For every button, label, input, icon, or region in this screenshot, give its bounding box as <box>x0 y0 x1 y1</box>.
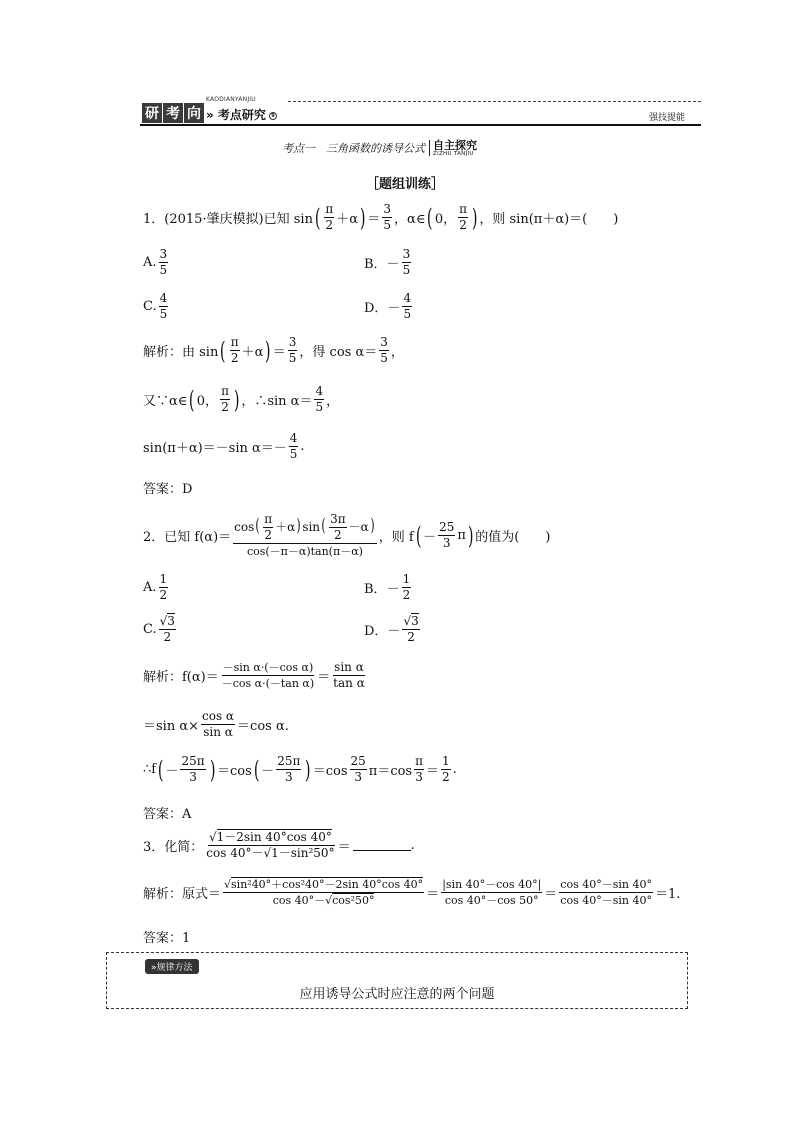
frac-sin-tan: $\frac{\text{sin α}}{\text{tan α}}$ <box>333 660 365 690</box>
frac-3-5: $\frac{3}{5}$ <box>159 247 168 277</box>
frac-cos-sin: $\frac{\text{cos α}}{\text{sin α}}$ <box>202 709 235 739</box>
frac-4-5: $\frac{4}{5}$ <box>159 291 168 321</box>
q3-sol-frac-2: $\frac{|\sin 40^\circ-\cos 40^\circ|}{\cos 40^\circ-\cos 50^\circ}$ <box>442 878 542 907</box>
method-tag: »规律方法 <box>145 959 199 974</box>
header-solid-rule <box>140 124 701 126</box>
section-tag <box>433 140 477 157</box>
section-heading <box>282 140 477 157</box>
q2-pre: 2．已知 f(α)＝ <box>143 530 232 545</box>
q2-option-a[interactable] <box>143 573 170 602</box>
frac-3-5: $\frac{3}{5}$ <box>380 335 388 365</box>
frac-pi-2: $\frac{\pi}{2}$ <box>325 202 334 232</box>
q2-option-c[interactable] <box>143 615 178 644</box>
q2-stem: 2．已知 f(α)＝ cos( $\frac{\pi}{2}$ ＋α)sin( $\frac{3\pi}{2}$ －α) cos(－π－α)tan(π－α) ，则 f ( － $\frac{25}{3}$ π ) 的值为( ) <box>143 512 551 558</box>
frac-4-5: $\frac{4}{5}$ <box>315 384 324 414</box>
q1-solution-1: 解析：由 sin ( $\frac{\pi}{2}$ ＋α ) ＝ $\frac{3}{5}$ ，得 cos α＝ $\frac{3}{5}$ ， <box>143 335 404 365</box>
q1-solution-3: sin(π＋α)＝－sin α＝－ $\frac{4}{5}$ . <box>143 431 305 461</box>
paren-left-icon: ( <box>415 521 422 550</box>
q1-answer: 答案：D <box>143 482 193 497</box>
option-label: B．－ <box>364 257 400 272</box>
section-tag-main: 自主探究 <box>433 139 477 152</box>
solution-text: ＝sin α× <box>143 719 200 734</box>
option-label: A. <box>143 255 157 270</box>
frac-4-5: $\frac{4}{5}$ <box>289 431 298 461</box>
solution-text: ∴f <box>143 762 157 777</box>
solution-label: 解析：原式＝ <box>143 887 222 902</box>
solution-text: ，得 cos α＝ <box>299 345 378 360</box>
q2-then-post: 的值为( ) <box>475 530 551 545</box>
frac-pi-2: $\frac{\pi}{2}$ <box>221 384 229 414</box>
frac-neg: $\frac{\text{－sin α·(－cos α)}}{\text{－cos α·(－tan α)}}$ <box>221 661 315 690</box>
header-right-label: 强技提能 <box>648 113 685 123</box>
method-text: 应用诱导公式时应注意的两个问题 <box>299 987 495 1002</box>
q3-fraction: $\frac{√1-2\sin 40^\circ\cos 40^\circ}{\text{cos 40°－√1－sin²50°}}$ <box>206 830 335 860</box>
section-title: 考点一 三角函数的诱导公式 <box>282 142 425 155</box>
q2-solution-3: ∴f ( － $\frac{25\pi}{3}$ ) ＝cos ( － $\frac{25\pi}{3}$ ) ＝cos $\frac{25}{3}$ π＝cos $\frac{\pi}{3}$ ＝ $\frac{1}{2}$ . <box>143 754 457 784</box>
frac-25-3: $\frac{25}{3}$ <box>439 520 455 550</box>
frac-3-5: $\frac{3}{5}$ <box>383 202 392 232</box>
method-box <box>106 952 688 1009</box>
paren-right-icon: ) <box>359 203 366 232</box>
section-tag-pinyin: ZIZHU TANJIU <box>433 151 474 157</box>
paren-left-icon: ( <box>189 385 195 414</box>
solution-text: ＝cos α. <box>237 719 289 734</box>
option-label: A. <box>143 580 157 595</box>
frac-1-2: $\frac{1}{2}$ <box>159 572 168 602</box>
header-pinyin: KAODIANYANJIU <box>206 96 256 103</box>
frac-3-5: $\frac{3}{5}$ <box>288 335 297 365</box>
frac-sqrt3-2: $\frac{√3}{2}$ <box>403 614 419 644</box>
circle-mark-icon: 9 <box>269 112 277 120</box>
q3-stem: 3．化简： $\frac{√1-2\sin 40^\circ\cos 40^\circ}{\text{cos 40°－√1－sin²50°}}$ ＝ . <box>143 830 415 860</box>
header-title-text: » 考点研究 <box>206 108 266 122</box>
tab-char: 向 <box>184 103 204 123</box>
q1-option-c[interactable] <box>143 292 170 321</box>
option-label: C. <box>143 299 157 314</box>
q1-then: ，则 sin(π＋α)＝( ) <box>479 212 619 227</box>
q1-pre: 1．(2015·肇庆模拟)已知 sin <box>143 212 313 227</box>
option-label: D．－ <box>364 301 401 316</box>
group-title: ［题组训练］ <box>366 177 445 192</box>
q1-option-b[interactable] <box>364 248 413 277</box>
q1-option-a[interactable] <box>143 248 170 277</box>
answer-blank <box>353 841 411 851</box>
q3-answer: 答案：1 <box>143 931 191 946</box>
paren-right-icon: ) <box>471 203 478 232</box>
option-label: C. <box>143 622 157 637</box>
header-dashed-rule <box>288 101 701 102</box>
q2-option-d[interactable] <box>364 615 422 644</box>
tab-char: 考 <box>163 103 183 123</box>
q2-big-fraction: cos( $\frac{\pi}{2}$ ＋α)sin( $\frac{3\pi}{2}$ －α) cos(－π－α)tan(π－α) <box>233 513 377 558</box>
q1-solution-2: 又∵α∈ ( 0， $\frac{\pi}{2}$ ) ，∴sin α＝ $\frac{4}{5}$ ， <box>143 384 340 414</box>
frac-1-2: $\frac{1}{2}$ <box>402 572 411 602</box>
page-header <box>140 96 701 126</box>
solution-text: 又∵α∈ <box>143 394 188 409</box>
q3-pre: 3．化简： <box>143 840 204 855</box>
solution-text: sin(π＋α)＝－sin α＝－ <box>143 441 287 456</box>
option-label: B．－ <box>364 582 400 597</box>
paren-right-icon: ) <box>233 385 240 414</box>
frac-4-5: $\frac{4}{5}$ <box>403 291 412 321</box>
q2-answer: 答案：A <box>143 807 192 822</box>
q2-solution-2 <box>143 710 289 739</box>
section-divider <box>429 140 430 156</box>
header-tab <box>142 103 205 123</box>
q1-option-d[interactable] <box>364 292 414 321</box>
header-title <box>206 106 277 123</box>
paren-left-icon: ( <box>220 336 226 365</box>
q2-option-b[interactable] <box>364 573 413 602</box>
frac-3-5: $\frac{3}{5}$ <box>402 247 411 277</box>
paren-left-icon: ( <box>427 203 433 232</box>
paren-right-icon: ) <box>265 336 271 365</box>
solution-text: ，∴sin α＝ <box>241 394 313 409</box>
q2-solution-1: 解析：f(α)＝ $\frac{\text{－sin α·(－cos α)}}{\text{－cos α·(－tan α)}}$ ＝ $\frac{\text{sin α}}{\text{tan α}}$ <box>143 660 365 690</box>
solution-label: 解析：f(α)＝ <box>143 670 219 685</box>
q1-alpha-in: ，α∈ <box>394 212 426 227</box>
q3-sol-frac-1: $\frac{\text{√sin²40°＋cos²40°－2sin 40°cos 40°}}{\text{cos 40°－√cos²50°}}$ <box>224 878 424 907</box>
frac-pi-2: $\frac{\pi}{2}$ <box>230 335 239 365</box>
solution-label: 解析：由 sin <box>143 345 219 360</box>
q3-sol-frac-3: $\frac{\cos 40^\circ-\sin 40^\circ}{\cos 40^\circ-\sin 40^\circ}$ <box>560 878 652 907</box>
frac-pi-2: $\frac{\pi}{2}$ <box>459 202 467 232</box>
paren-left-icon: ( <box>314 203 321 232</box>
tab-char: 研 <box>142 103 162 123</box>
q2-then: ，则 f <box>378 530 414 545</box>
frac-sqrt3-2: $\frac{√3}{2}$ <box>159 614 175 644</box>
option-label: D．－ <box>364 624 401 639</box>
paren-right-icon: ) <box>467 521 474 550</box>
q3-solution: 解析：原式＝ $\frac{\text{√sin²40°＋cos²40°－2sin 40°cos 40°}}{\text{cos 40°－√cos²50°}}$ ＝ $\frac{|\sin 40^\circ-\cos 40^\circ|}{\cos 40^\circ-\cos 50^\circ}$ ＝ $\frac{\cos 40^\circ-\sin 40^\circ}{\cos 40^\circ-\sin 40^\circ}$ ＝1. <box>143 878 681 907</box>
q1-stem: 1．(2015·肇庆模拟)已知 sin ( $\frac{\pi}{2}$ ＋α ) ＝ $\frac{3}{5}$ ，α∈ ( 0， $\frac{\pi}{2}$ ) ，则 sin(π＋α)＝( ) <box>143 202 619 232</box>
